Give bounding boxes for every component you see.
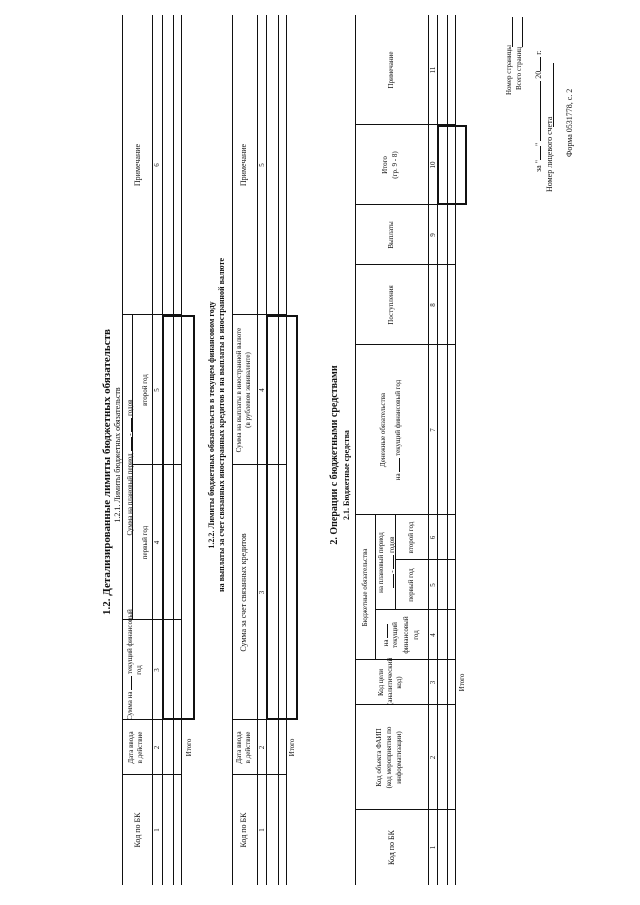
faip-header-3: информатизации) (395, 731, 403, 784)
total-header-1: Итого (381, 156, 389, 174)
report-date (533, 50, 543, 172)
col-num: 5 (258, 163, 266, 167)
col-num: 2 (429, 755, 437, 760)
note-header: Примечание (387, 51, 395, 89)
total-label-1-2-1: Итого (185, 738, 193, 757)
col-num: 1 (258, 828, 266, 832)
section-1-2-title: 1.2. Детализированные лимиты бюджетных обязательств (101, 329, 113, 615)
date-header-1: Дата ввода (127, 731, 135, 764)
plan-period-label: Сумма на плановый период (126, 453, 134, 536)
faip-header-1: Код объекта ФАИП (375, 728, 383, 787)
sum-current-label-2: текущий финансовый (126, 609, 134, 675)
col-num: 6 (153, 163, 161, 167)
payments-header: Выплаты (387, 221, 395, 249)
date-prefix: за " (534, 160, 543, 172)
col-num: 1 (153, 828, 161, 832)
second-year-header: второй год (407, 521, 415, 554)
note-header: Примечание (239, 143, 248, 187)
total-pages-label: Всего страниц (515, 46, 523, 90)
goal-header-3: код) (395, 676, 403, 689)
section-1-2-2-subtitle: на выплаты за счет связанных иностранных кредитов и на выплаты в иностранной валюте (217, 257, 226, 593)
col-num: 4 (258, 388, 266, 392)
col-num: 2 (153, 745, 161, 750)
goal-header-1: Код цели (377, 668, 385, 697)
first-year-header: первый год (407, 568, 415, 602)
year-prefix: 20 (534, 70, 543, 79)
plan-dash: - (388, 570, 396, 573)
total-label-1-2-2: Итого (288, 738, 296, 757)
total-pages-field[interactable] (522, 17, 523, 47)
section-2-1-subtitle: 2.1. Бюджетные средства (342, 430, 351, 520)
col-num: 5 (429, 583, 437, 587)
year-field[interactable] (533, 57, 541, 71)
col-num: 4 (153, 540, 161, 545)
col-num: 11 (429, 66, 437, 74)
plan-period-dash: - (126, 433, 134, 436)
total-header-2: (гр. 9 - 8) (391, 151, 399, 179)
section-1-2-1-subtitle: 1.2.1. Лимиты бюджетных обязательств (113, 387, 122, 523)
money-obligations-year (392, 345, 402, 515)
page-number-field[interactable] (512, 17, 513, 47)
date-header-2: в действие (136, 731, 144, 764)
plan-period-years: годов (126, 399, 134, 416)
section-1-2-2-title: 1.2.2. Лимиты бюджетных обязательств в текущем финансовом году (207, 301, 216, 549)
current-year-header-4: год (412, 630, 420, 640)
sum-current-label: Сумма на (126, 691, 134, 720)
plan-period-blank-1[interactable] (124, 438, 132, 452)
sum-current-blank[interactable] (124, 676, 132, 690)
money-obligations-header: Денежные обязательства (379, 392, 387, 468)
day-field[interactable] (533, 146, 541, 160)
money-current-year: текущий финансовый год (394, 379, 402, 456)
sum-foreign-header: Сумма на выплаты в иностранной валюте (235, 327, 243, 453)
section-2-title: 2. Операции с бюджетными средствами (329, 365, 340, 545)
total-box-1-2-2 (266, 315, 298, 720)
total-box-2-1 (437, 125, 467, 205)
sum-foreign-header-2: (в рублевом эквиваленте) (244, 352, 252, 428)
plan-period-header (124, 315, 134, 620)
year-suffix: г. (534, 50, 543, 55)
current-year-header-3: финансовый (402, 616, 410, 654)
plan-blank-2[interactable] (386, 555, 394, 569)
first-year-header: первый год (141, 525, 149, 560)
second-year-header: второй год (141, 374, 149, 406)
current-year-on: на (382, 639, 390, 647)
goal-header-2: (аналитический (386, 657, 394, 705)
total-box-1-2-1 (162, 315, 195, 720)
plan-period-blank-2[interactable] (124, 418, 132, 432)
col-num: 2 (258, 745, 266, 750)
col-num: 6 (429, 535, 437, 540)
sum-current-header (124, 609, 134, 720)
col-num: 9 (429, 233, 437, 237)
money-year-blank[interactable] (392, 458, 400, 472)
page-number-label: Номер страницы (505, 44, 513, 95)
kbk-header: Код по БК (239, 812, 248, 848)
col-num: 7 (429, 428, 437, 432)
receipts-header: Поступления (387, 285, 395, 325)
plan-years: годов (388, 536, 396, 553)
total-label-2-1: Итого (458, 673, 466, 692)
col-num: 3 (258, 590, 266, 595)
date-header-2: в действие (244, 731, 252, 764)
col-num: 1 (429, 845, 437, 850)
month-field[interactable] (533, 81, 541, 141)
col-num: 5 (153, 388, 161, 392)
plan-period-label: на плановый период (377, 532, 385, 593)
current-year-header-1 (380, 610, 390, 660)
form-number: Форма 0531778, с. 2 (565, 88, 574, 157)
sum-credits-header: Сумма за счет связанных кредитов (239, 533, 248, 652)
col-num: 3 (153, 668, 161, 672)
plan-period-years-row (386, 515, 396, 610)
date-quote: " (534, 142, 543, 147)
faip-header-2: (код мероприятия по (385, 726, 393, 789)
current-year-header-2: текущий (391, 622, 399, 648)
col-num: 4 (429, 633, 437, 637)
col-num: 3 (429, 680, 437, 685)
col-num: 8 (429, 303, 437, 307)
kbk-header: Код по БК (133, 812, 142, 848)
note-header: Примечание (133, 143, 142, 187)
col-num: 10 (429, 161, 437, 169)
money-on: на (394, 473, 402, 481)
current-year-blank[interactable] (380, 624, 388, 638)
plan-blank-1[interactable] (386, 574, 394, 588)
sum-current-year: год (135, 665, 143, 675)
plan-period-header (378, 515, 385, 610)
kbk-header: Код по БК (387, 830, 396, 865)
date-header-1: Дата ввода (235, 731, 243, 764)
account-number-label: Номер лицевого счета (545, 116, 554, 192)
account-number-field[interactable] (553, 63, 554, 127)
budget-obligations-header: Бюджетные обязательства (361, 548, 369, 627)
